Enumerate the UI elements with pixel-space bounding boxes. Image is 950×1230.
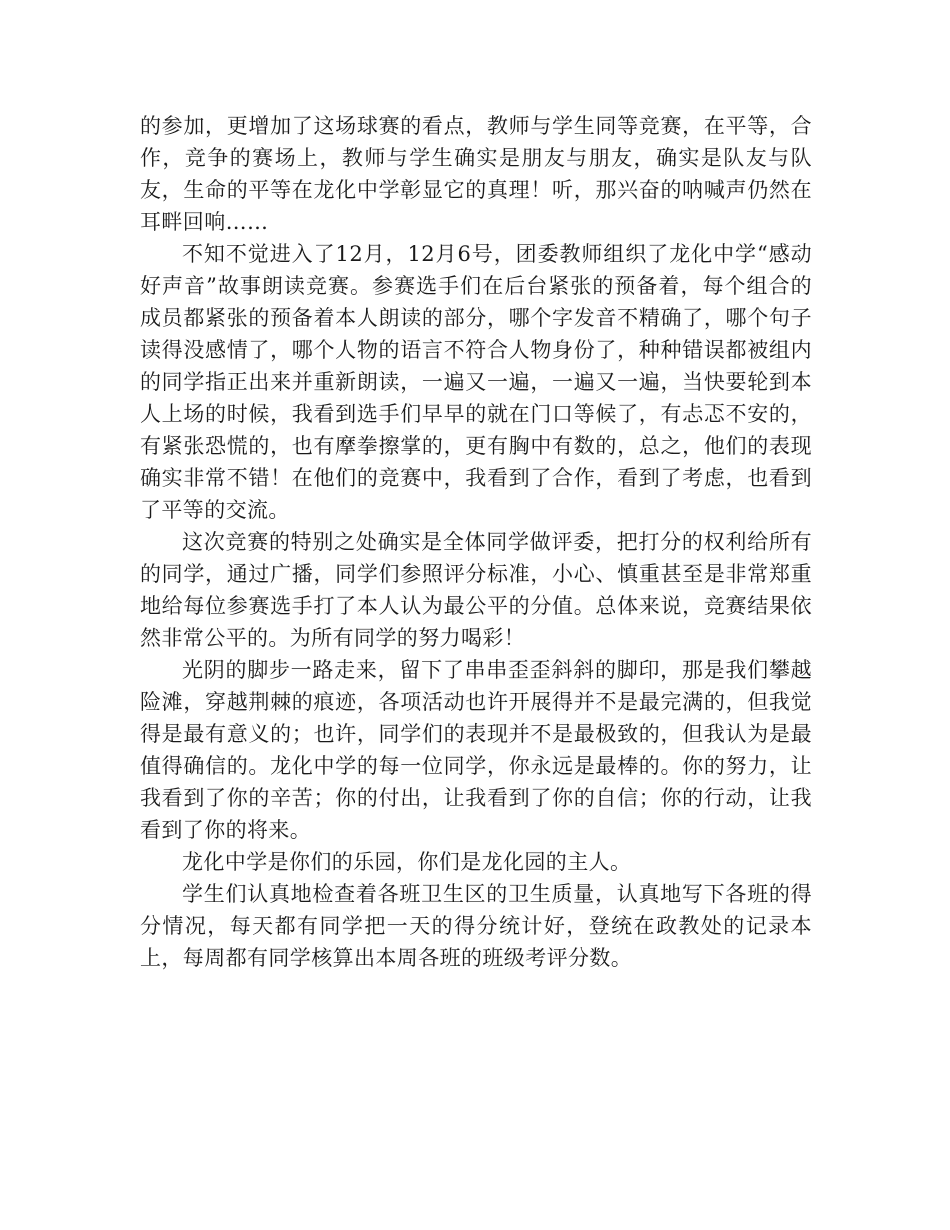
paragraph-6: 学生们认真地检查着各班卫生区的卫生质量，认真地写下各班的得分情况，每天都有同学把一天的得分统计好，登统在政教处的记录本上，每周都有同学核算出本周各班的班级考评分数。	[140, 882, 812, 970]
document-body	[140, 110, 812, 974]
paragraph-3: 这次竞赛的特别之处确实是全体同学做评委，把打分的权利给所有的同学，通过广播，同学们参照评分标准，小心、慎重甚至是非常郑重地给每位参赛选手打了本人认为最公平的分值。总体来说，竞赛结果依然非常公平的。为所有同学的努力喝彩！	[140, 530, 812, 650]
paragraph-2: 不知不觉进入了12月，12月6号，团委教师组织了龙化中学“感动好声音”故事朗读竞赛。参赛选手们在后台紧张的预备着，每个组合的成员都紧张的预备着本人朗读的部分，哪个字发音不精确了，哪个句子读得没感情了，哪个人物的语言不符合人物身份了，种种错误都被组内的同学指正出来并重新朗读，一遍又一遍，一遍又一遍，当快要轮到本人上场的时候，我看到选手们早早的就在门口等候了，有忐忑不安的，有紧张恐慌的，也有摩拳擦掌的，更有胸中有数的，总之，他们的表现确实非常不错！在他们的竞赛中，我看到了合作，看到了考虑，也看到了平等的交流。	[140, 242, 812, 522]
paragraph-4: 光阴的脚步一路走来，留下了串串歪歪斜斜的脚印，那是我们攀越险滩，穿越荆棘的痕迹，各项活动也许开展得并不是最完满的，但我觉得是最有意义的；也许，同学们的表现并不是最极致的，但我认为是最值得确信的。龙化中学的每一位同学，你永远是最棒的。你的努力，让我看到了你的辛苦；你的付出，让我看到了你的自信；你的行动，让我看到了你的将来。	[140, 658, 812, 842]
paragraph-5: 龙化中学是你们的乐园，你们是龙化园的主人。	[182, 850, 632, 874]
paragraph-1: 的参加，更增加了这场球赛的看点，教师与学生同等竞赛，在平等，合作，竞争的赛场上，教师与学生确实是朋友与朋友，确实是队友与队友，生命的平等在龙化中学彰显它的真理！听，那兴奋的呐喊声仍然在耳畔回响……	[140, 114, 812, 234]
